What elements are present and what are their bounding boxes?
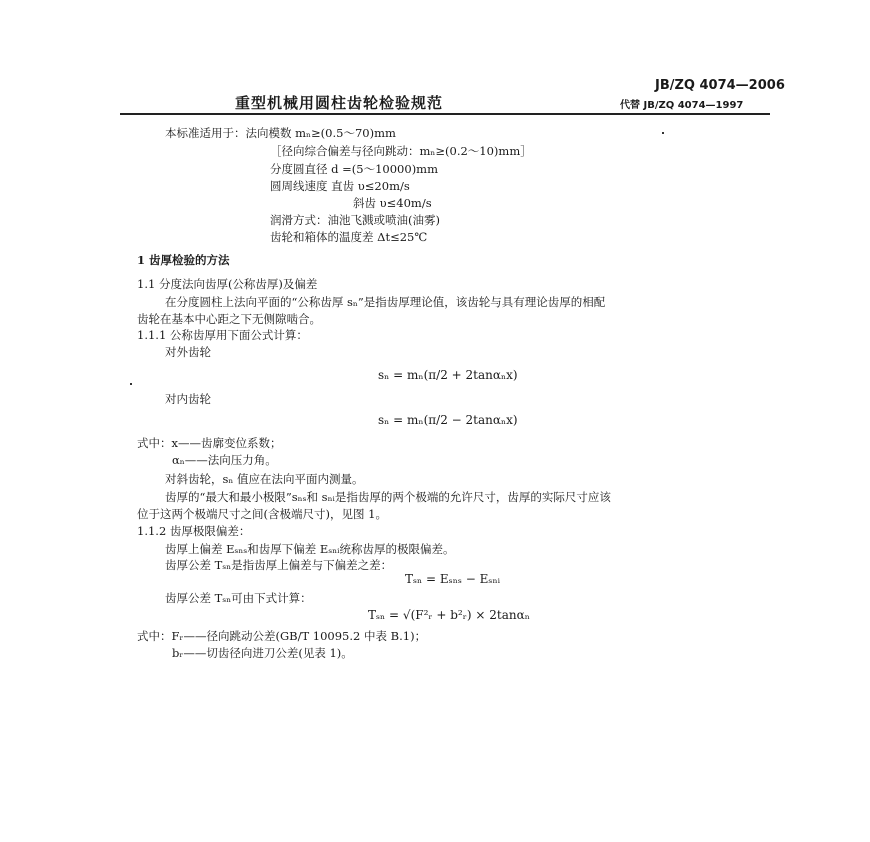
replaces-standard: 代替 JB/ZQ 4074—1997 bbox=[620, 100, 744, 111]
scope-line-6: 润滑方式：油池飞溅或喷油(油雾) bbox=[270, 213, 440, 227]
scope-line-2: ［径向综合偏差与径向跳动：mₙ≥(0.2～10)mm］ bbox=[270, 144, 532, 158]
scope-line-3: 分度圆直径 d =(5～10000)mm bbox=[270, 162, 438, 176]
deviation-para: 齿厚上偏差 Eₛₙₛ和齿厚下偏差 Eₛₙᵢ统称齿厚的极限偏差。 bbox=[165, 542, 455, 556]
formula-external: sₙ = mₙ(π/2 + 2tanαₙx) bbox=[378, 368, 518, 382]
scan-speck bbox=[662, 132, 664, 134]
standard-code: JB/ZQ 4074—2006 bbox=[655, 78, 785, 93]
formula-internal: sₙ = mₙ(π/2 − 2tanαₙx) bbox=[378, 413, 518, 427]
section-1-1-para-1: 在分度圆柱上法向平面的“公称齿厚 sₙ”是指齿厚理论值，该齿轮与具有理论齿厚的相配 bbox=[165, 295, 606, 309]
helical-note: 对斜齿轮，sₙ 值应在法向平面内测量。 bbox=[165, 472, 364, 486]
scope-line-1: 本标准适用于：法向模数 mₙ≥(0.5～70)mm bbox=[165, 126, 396, 140]
formula-tolerance-calc: Tₛₙ = √(F²ᵣ + b²ᵣ) × 2tanαₙ bbox=[368, 608, 530, 622]
limit-para-1: 齿厚的“最大和最小极限”sₙₛ和 sₙᵢ是指齿厚的两个极端的允许尺寸，齿厚的实际尺寸应该 bbox=[165, 490, 611, 504]
where-fr: 式中：Fᵣ——径向跳动公差(GB/T 10095.2 中表 B.1)； bbox=[137, 629, 427, 643]
where-alpha: αₙ——法向压力角。 bbox=[172, 453, 277, 467]
section-1-1-para-2: 齿轮在基本中心距之下无侧隙啮合。 bbox=[137, 312, 321, 326]
scan-speck bbox=[130, 383, 132, 385]
section-1-heading: 1 齿厚检验的方法 bbox=[137, 253, 230, 267]
section-1-1-1-heading: 1.1.1 公称齿厚用下面公式计算： bbox=[137, 328, 308, 342]
where-br: bᵣ——切齿径向进刀公差(见表 1)。 bbox=[172, 646, 353, 660]
external-gear-label: 对外齿轮 bbox=[165, 345, 211, 359]
internal-gear-label: 对内齿轮 bbox=[165, 392, 211, 406]
scope-line-5: 斜齿 υ≤40m/s bbox=[353, 196, 432, 210]
section-1-1-heading: 1.1 分度法向齿厚(公称齿厚)及偏差 bbox=[137, 277, 318, 291]
where-x: 式中：x——齿廓变位系数； bbox=[137, 436, 282, 450]
tolerance-para: 齿厚公差 Tₛₙ是指齿厚上偏差与下偏差之差： bbox=[165, 558, 393, 572]
scope-line-4: 圆周线速度 直齿 υ≤20m/s bbox=[270, 179, 410, 193]
tolerance-calc-para: 齿厚公差 Tₛₙ可由下式计算： bbox=[165, 591, 312, 605]
limit-para-2: 位于这两个极端尺寸之间(含极端尺寸)，见图 1。 bbox=[137, 507, 387, 521]
section-1-1-2-heading: 1.1.2 齿厚极限偏差： bbox=[137, 524, 251, 538]
document-title: 重型机械用圆柱齿轮检验规范 bbox=[235, 94, 444, 112]
formula-tolerance: Tₛₙ = Eₛₙₛ − Eₛₙᵢ bbox=[405, 572, 501, 586]
scope-line-7: 齿轮和箱体的温度差 Δt≤25℃ bbox=[270, 230, 428, 244]
header-rule bbox=[120, 113, 770, 115]
